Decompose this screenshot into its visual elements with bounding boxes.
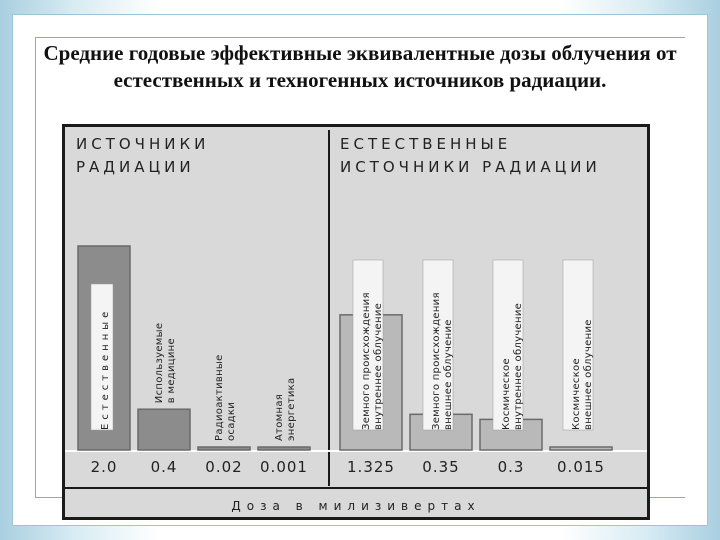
value-label: 0.02: [205, 458, 243, 476]
chart-container: [62, 124, 650, 520]
dose-chart: [62, 124, 650, 520]
panel-heading-line: ИСТОЧНИКИ: [76, 135, 210, 153]
panel-heading-line: ИСТОЧНИКИ РАДИАЦИИ: [340, 158, 601, 176]
category-label: осадки: [226, 402, 237, 441]
category-label: Земного происхождения: [431, 292, 442, 430]
value-label: 0.3: [497, 458, 525, 476]
category-label: Земного происхождения: [361, 292, 372, 430]
category-label: внутреннее облучение: [373, 302, 384, 430]
value-label: 0.015: [557, 458, 605, 476]
x-axis-label: Доза в милизивертах: [231, 499, 481, 513]
bar: [258, 447, 310, 450]
value-label: 0.001: [260, 458, 308, 476]
bar: [138, 409, 190, 450]
category-label: энергетика: [286, 377, 297, 441]
category-label: Естественные: [100, 307, 111, 430]
frame-rule-left: [35, 37, 36, 497]
category-label: внешнее облучение: [583, 319, 594, 430]
value-label: 0.4: [150, 458, 178, 476]
value-label: 0.35: [422, 458, 460, 476]
panel-heading-line: РАДИАЦИИ: [76, 158, 195, 176]
bar: [550, 447, 612, 450]
bar: [198, 447, 250, 450]
value-label: 2.0: [90, 458, 118, 476]
category-label: Используемые: [154, 322, 165, 404]
value-label: 1.325: [347, 458, 395, 476]
panel-heading-line: ЕСТЕСТВЕННЫЕ: [340, 135, 512, 153]
category-label: Атомная: [274, 393, 285, 441]
slide-title: Средние годовые эффективные эквивалентные дозы облучения от естественных и техногенных источников радиации.: [43, 41, 677, 92]
category-label: внутреннее облучение: [513, 302, 524, 430]
category-label: Космическое: [571, 358, 582, 430]
frame-rule-top: [35, 37, 685, 38]
category-label: Космическое: [501, 358, 512, 430]
category-label: в медицине: [166, 338, 177, 404]
category-label: внешнее облучение: [443, 319, 454, 430]
category-label: Радиоактивные: [214, 354, 225, 441]
